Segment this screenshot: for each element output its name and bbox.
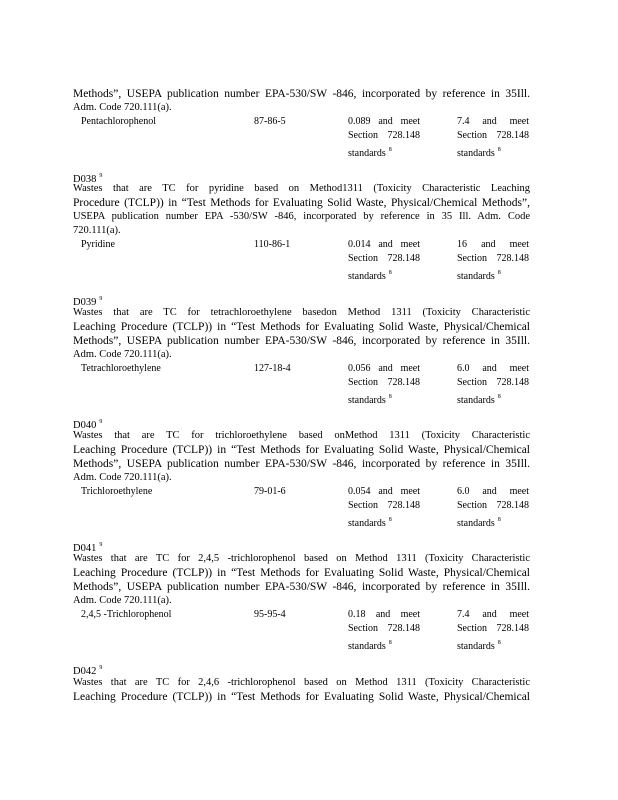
- col1-standards: [348, 518, 392, 529]
- entry-line: Wastes that are TC for 2,4,5 -trichlorophenol based on Method 1311 (Toxicity Characteristic: [73, 553, 530, 564]
- row-col2: [457, 362, 529, 408]
- entry-line: USEPA publication number EPA -530/SW -846, incorporated by reference in 35 Ill. Adm. Code: [73, 211, 530, 222]
- col1-standards: [348, 395, 392, 406]
- col1-section: Section 728.148: [348, 377, 420, 388]
- row-cas: 110-86-1: [254, 239, 291, 250]
- col2-section: Section 728.148: [457, 623, 529, 634]
- footnote: 8: [388, 640, 392, 646]
- entry-line: Wastes that are TC for 2,4,6 -trichlorophenol based on Method 1311 (Toxicity Characteristic: [73, 677, 530, 688]
- row-col1: [348, 238, 420, 284]
- col1-value: 0.18 and meet: [348, 609, 420, 620]
- standards-label: standards: [457, 395, 495, 406]
- entry-line: Wastes that are TC for pyridine based on Method1311 (Toxicity Characteristic Leaching: [73, 183, 530, 194]
- code-label: D041: [73, 543, 97, 554]
- intro-line-1: Methods”, USEPA publication number EPA-530/SW -846, incorporated by reference in 35Ill.: [73, 88, 530, 100]
- col2-standards: [457, 271, 501, 282]
- row-col2: [457, 238, 529, 284]
- entry-line: Adm. Code 720.111(a).: [73, 595, 172, 606]
- footnote: 8: [388, 517, 392, 523]
- code-label: D040: [73, 420, 97, 431]
- col1-standards: [348, 271, 392, 282]
- code-footnote: 9: [99, 419, 103, 425]
- row-cas: 79-01-6: [254, 486, 286, 497]
- row-col1: [348, 362, 420, 408]
- entry-line: Adm. Code 720.111(a).: [73, 349, 172, 360]
- row-name: Pyridine: [81, 239, 115, 250]
- row-cas: 87-86-5: [254, 116, 286, 127]
- entry-line: 720.111(a).: [73, 225, 121, 236]
- standards-label: standards: [457, 518, 495, 529]
- row-cas: 127-18-4: [254, 363, 291, 374]
- standards-label: standards: [348, 148, 386, 159]
- entry-line: Wastes that are TC for trichloroethylene based onMethod 1311 (Toxicity Characteristic: [73, 430, 530, 441]
- entry-line: Leaching Procedure (TCLP)) in “Test Methods for Evaluating Solid Waste, Physical/Chemical: [73, 444, 530, 456]
- footnote: 8: [497, 270, 501, 276]
- col1-value: 0.056 and meet: [348, 363, 420, 374]
- footnote: 8: [388, 147, 392, 153]
- row-col2: [457, 115, 529, 161]
- col2-value: 7.4 and meet: [457, 116, 529, 127]
- code-label: D038: [73, 174, 97, 185]
- standards-label: standards: [348, 641, 386, 652]
- col1-section: Section 728.148: [348, 130, 420, 141]
- row-name: Pentachlorophenol: [81, 116, 156, 127]
- row-col1: [348, 608, 420, 654]
- row-col1: [348, 115, 420, 161]
- entry-line: Methods”, USEPA publication number EPA-530/SW -846, incorporated by reference in 35Ill.: [73, 581, 530, 593]
- code-footnote: 9: [99, 296, 103, 302]
- footnote: 8: [388, 394, 392, 400]
- col1-value: 0.089 and meet: [348, 116, 420, 127]
- col2-value: 6.0 and meet: [457, 363, 529, 374]
- col2-section: Section 728.148: [457, 377, 529, 388]
- entry-line: Methods”, USEPA publication number EPA-530/SW -846, incorporated by reference in 35Ill.: [73, 335, 530, 347]
- entry-line: Leaching Procedure (TCLP)) in “Test Methods for Evaluating Solid Waste, Physical/Chemical: [73, 691, 530, 703]
- row-name: 2,4,5 -Trichlorophenol: [81, 609, 172, 620]
- standards-label: standards: [457, 641, 495, 652]
- standards-label: standards: [348, 518, 386, 529]
- col2-section: Section 728.148: [457, 253, 529, 264]
- col1-standards: [348, 148, 392, 159]
- col2-value: 6.0 and meet: [457, 486, 529, 497]
- standards-label: standards: [348, 271, 386, 282]
- col1-section: Section 728.148: [348, 253, 420, 264]
- col1-section: Section 728.148: [348, 623, 420, 634]
- entry-line: Leaching Procedure (TCLP)) in “Test Methods for Evaluating Solid Waste, Physical/Chemical: [73, 321, 530, 333]
- col2-value: 16 and meet: [457, 239, 529, 250]
- row-col1: [348, 485, 420, 531]
- entry-line: Leaching Procedure (TCLP)) in “Test Methods for Evaluating Solid Waste, Physical/Chemical: [73, 567, 530, 579]
- code-footnote: 9: [99, 665, 103, 671]
- code-label: D042: [73, 666, 97, 677]
- col2-section: Section 728.148: [457, 130, 529, 141]
- standards-label: standards: [457, 148, 495, 159]
- standards-label: standards: [348, 395, 386, 406]
- footnote: 8: [497, 517, 501, 523]
- entry-line: Wastes that are TC for tetrachloroethylene basedon Method 1311 (Toxicity Characteristic: [73, 307, 530, 318]
- col1-section: Section 728.148: [348, 500, 420, 511]
- entry-line: Methods”, USEPA publication number EPA-530/SW -846, incorporated by reference in 35Ill.: [73, 458, 530, 470]
- entry-line: Procedure (TCLP)) in “Test Methods for Evaluating Solid Waste, Physical/Chemical Methods”,: [73, 197, 530, 209]
- code-footnote: 9: [99, 173, 103, 179]
- code-footnote: 9: [99, 542, 103, 548]
- col2-standards: [457, 148, 501, 159]
- entry-line: Adm. Code 720.111(a).: [73, 472, 172, 483]
- row-name: Trichloroethylene: [81, 486, 153, 497]
- standards-label: standards: [457, 271, 495, 282]
- footnote: 8: [497, 640, 501, 646]
- col2-standards: [457, 518, 501, 529]
- col2-value: 7.4 and meet: [457, 609, 529, 620]
- footnote: 8: [497, 147, 501, 153]
- col1-standards: [348, 641, 392, 652]
- row-col2: [457, 485, 529, 531]
- col2-section: Section 728.148: [457, 500, 529, 511]
- intro-line-2: Adm. Code 720.111(a).: [73, 102, 172, 113]
- code-label: D039: [73, 297, 97, 308]
- row-name: Tetrachloroethylene: [81, 363, 161, 374]
- footnote: 8: [497, 394, 501, 400]
- col2-standards: [457, 641, 501, 652]
- row-col2: [457, 608, 529, 654]
- col1-value: 0.014 and meet: [348, 239, 420, 250]
- col1-value: 0.054 and meet: [348, 486, 420, 497]
- row-cas: 95-95-4: [254, 609, 286, 620]
- col2-standards: [457, 395, 501, 406]
- footnote: 8: [388, 270, 392, 276]
